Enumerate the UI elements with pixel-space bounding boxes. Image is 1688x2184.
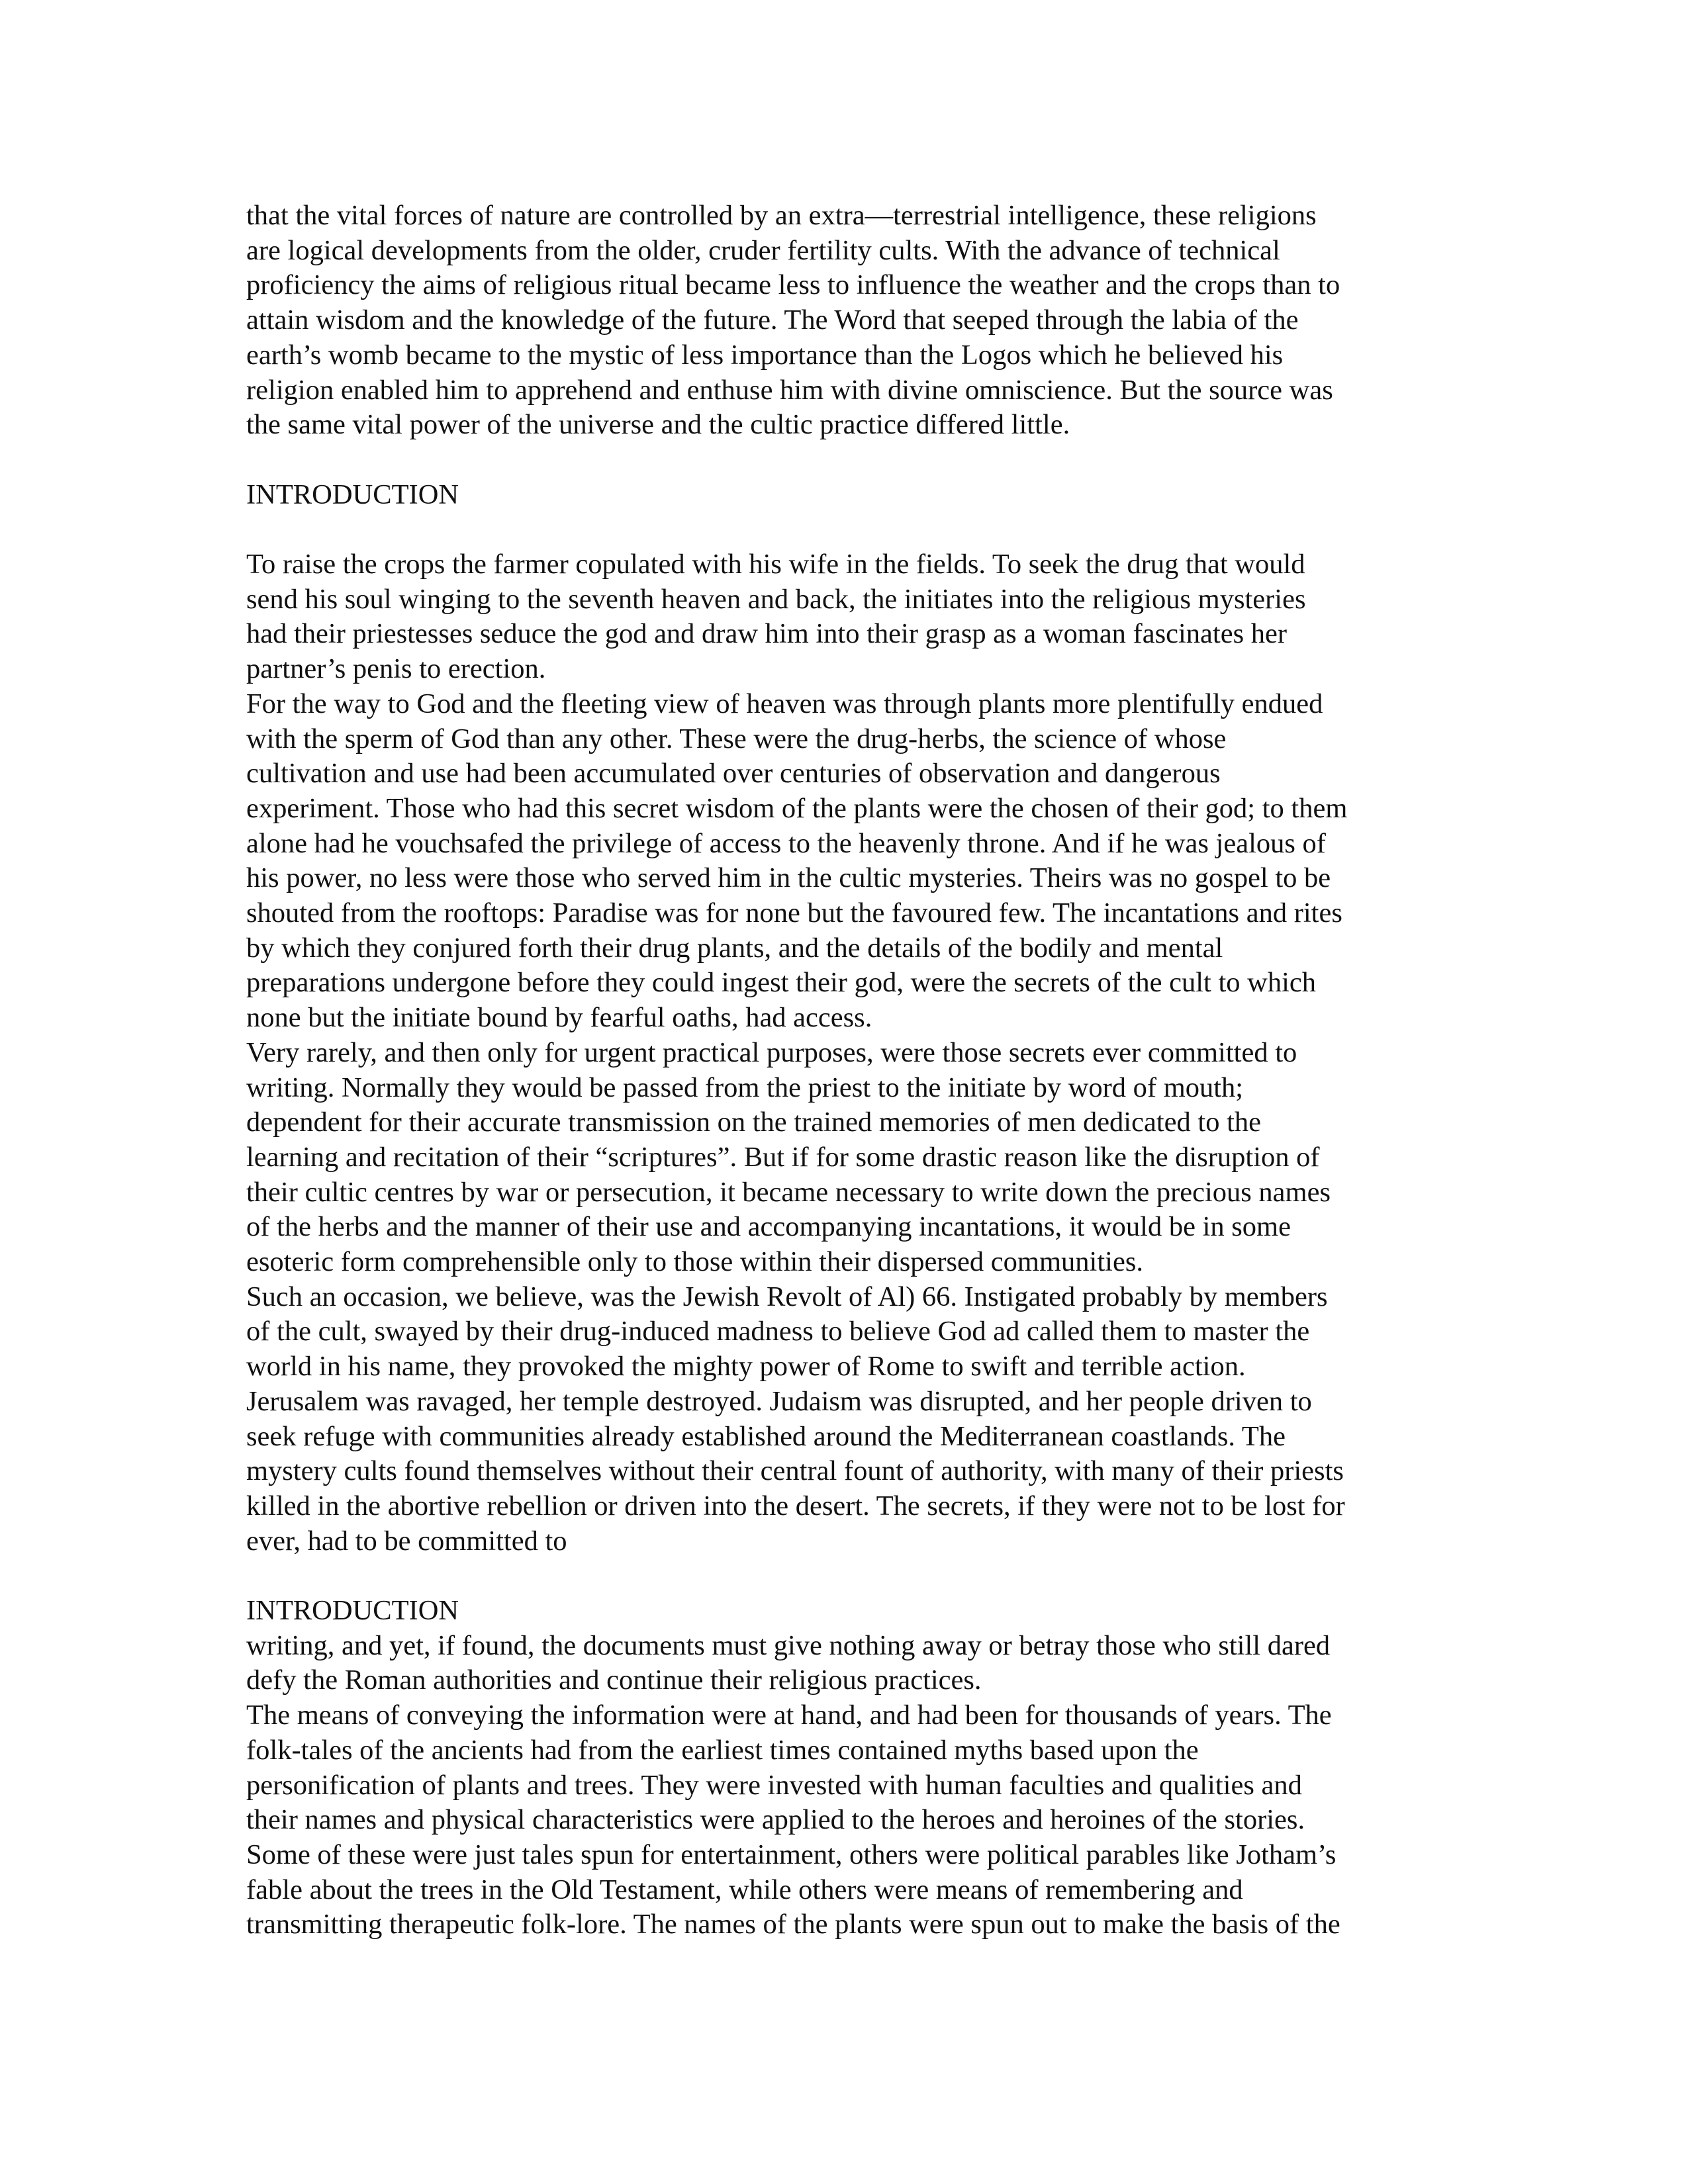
text-line: that the vital forces of nature are controlled by an extra—terrestrial intelligence, these religions [246,200,1317,231]
text-line: personification of plants and trees. They were invested with human faculties and qualities and [246,1769,1302,1801]
text-line: writing, and yet, if found, the documents must give nothing away or betray those who still dared [246,1629,1331,1661]
text-line: experiment. Those who had this secret wisdom of the plants were the chosen of their god; to them [246,792,1348,824]
text-line: had their priestesses seduce the god and draw him into their grasp as a woman fascinates her [246,618,1288,650]
document-page [246,199,1438,1942]
text-line: with the sperm of God than any other. These were the drug-herbs, the science of whose [246,723,1227,754]
paragraph-means-of-conveying [246,1698,1438,1942]
text-line: world in his name, they provoked the mighty power of Rome to swift and terrible action. [246,1351,1246,1383]
text-line: cultivation and use had been accumulated over centuries of observation and dangerous [246,758,1221,790]
text-line: proficiency the aims of religious ritual became less to influence the weather and the crops than to [246,269,1340,301]
text-line: transmitting therapeutic folk-lore. The names of the plants were spun out to make the basis of the [246,1909,1340,1940]
text-line: are logical developments from the older, cruder fertility cults. With the advance of technical [246,234,1280,266]
text-line: of the herbs and the manner of their use and accompanying incantations, it would be in some [246,1211,1291,1243]
paragraph-writing [246,1629,1438,1698]
text-line: Jerusalem was ravaged, her temple destroyed. Judaism was disrupted, and her people driven to [246,1385,1312,1417]
text-line: send his soul winging to the seventh heaven and back, the initiates into the religious mysteries [246,583,1306,615]
text-line: religion enabled him to apprehend and enthuse him with divine omniscience. But the source was [246,374,1333,406]
text-line: none but the initiate bound by fearful oaths, had access. [246,1002,872,1034]
text-line: of the cult, swayed by their drug-induced madness to believe God ad called them to master the [246,1316,1310,1347]
text-line: ever, had to be committed to [246,1525,567,1557]
text-line: To raise the crops the farmer copulated with his wife in the fields. To seek the drug that would [246,549,1305,580]
text-line: killed in the abortive rebellion or driven into the desert. The secrets, if they were not to be lost for [246,1490,1345,1522]
text-line: Very rarely, and then only for urgent practical purposes, were those secrets ever committed to [246,1036,1297,1068]
text-line: The means of conveying the information were at hand, and had been for thousands of years. The [246,1700,1332,1731]
text-line: the same vital power of the universe and the cultic practice differed little. [246,409,1070,441]
text-line: mystery cults found themselves without their central fount of authority, with many of their priests [246,1455,1344,1487]
paragraph-raise-crops [246,547,1438,687]
text-line: shouted from the rooftops: Paradise was for none but the favoured few. The incantations and rites [246,897,1342,929]
text-line: esoteric form comprehensible only to those within their dispersed communities. [246,1246,1143,1278]
text-line: his power, no less were those who served him in the cultic mysteries. Theirs was no gospel to be [246,862,1331,894]
text-line: For the way to God and the fleeting view of heaven was through plants more plentifully endued [246,688,1323,719]
text-line: folk-tales of the ancients had from the earliest times contained myths based upon the [246,1734,1199,1766]
text-line: learning and recitation of their “scriptures”. But if for some drastic reason like the disruption of [246,1141,1320,1173]
blank-line [246,443,1438,478]
blank-line [246,1559,1438,1594]
paragraph-jewish-revolt [246,1280,1438,1559]
text-line: Such an occasion, we believe, was the Jewish Revolt of Al) 66. Instigated probably by members [246,1281,1328,1312]
paragraph-vital-forces [246,199,1438,443]
text-line: fable about the trees in the Old Testament, while others were means of remembering and [246,1874,1243,1905]
text-line: dependent for their accurate transmission on the trained memories of men dedicated to the [246,1107,1261,1138]
paragraph-very-rarely [246,1036,1438,1280]
blank-line [246,512,1438,547]
text-line: seek refuge with communities already established around the Mediterranean coastlands. The [246,1420,1286,1452]
text-line: their names and physical characteristics were applied to the heroes and heroines of the stories. [246,1804,1305,1836]
text-line: their cultic centres by war or persecution, it became necessary to write down the precious names [246,1176,1331,1208]
text-line: by which they conjured forth their drug plants, and the details of the bodily and mental [246,932,1223,964]
text-line: attain wisdom and the knowledge of the future. The Word that seeped through the labia of the [246,304,1299,336]
text-line: preparations undergone before they could ingest their god, were the secrets of the cult to which [246,967,1317,999]
text-line: earth’s womb became to the mystic of less importance than the Logos which he believed his [246,339,1284,371]
text-line: defy the Roman authorities and continue their religious practices. [246,1664,982,1696]
section-heading-introduction-2: INTRODUCTION [246,1595,459,1627]
text-line: Some of these were just tales spun for entertainment, others were political parables like Jotham’s [246,1839,1336,1870]
text-line: writing. Normally they would be passed from the priest to the initiate by word of mouth; [246,1071,1244,1103]
text-line: partner’s penis to erection. [246,653,546,685]
section-heading-introduction: INTRODUCTION [246,478,459,510]
text-line: alone had he vouchsafed the privilege of access to the heavenly throne. And if he was jealous of [246,827,1326,859]
paragraph-way-to-god [246,687,1438,1036]
